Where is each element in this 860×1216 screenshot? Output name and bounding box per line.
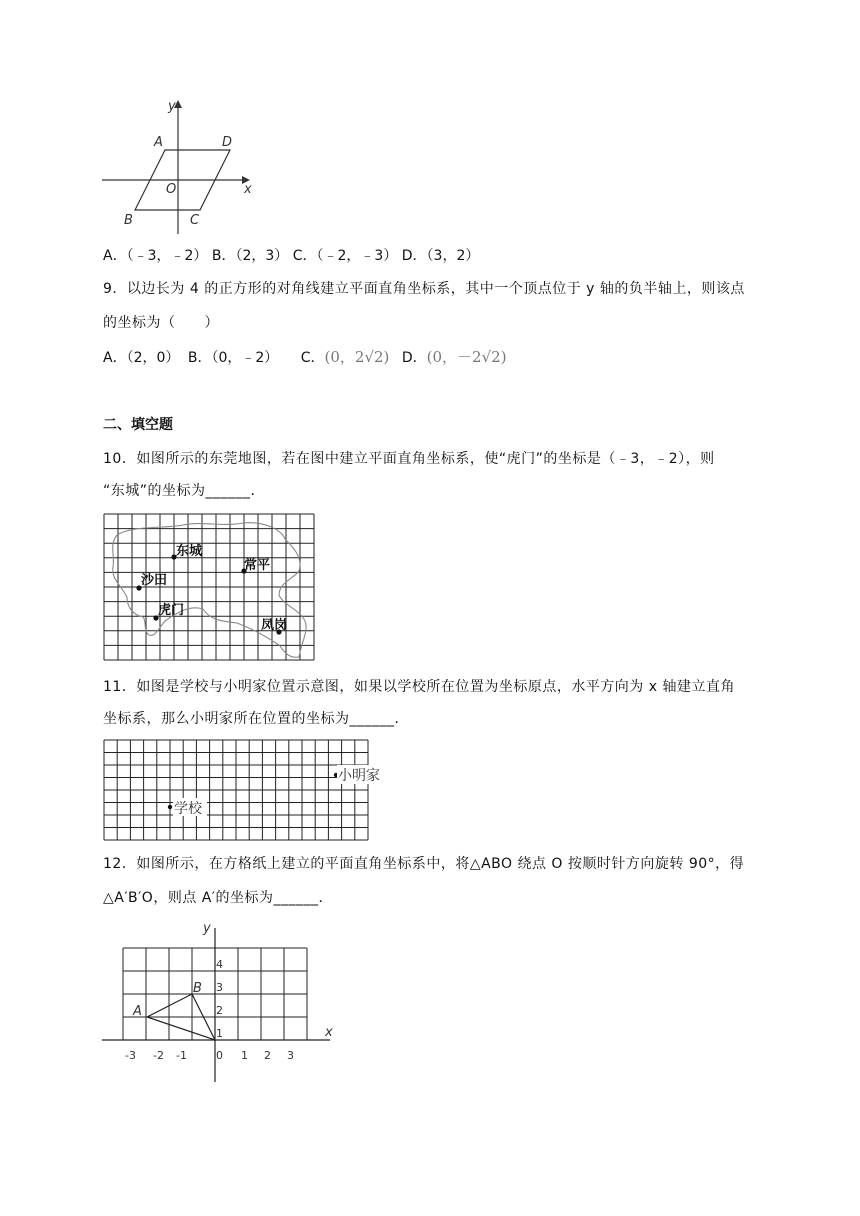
q9-options xyxy=(103,346,507,367)
q10-stem-line2: “东城”的坐标为______． xyxy=(103,483,266,499)
y-tick-labels xyxy=(216,958,223,1040)
x-tick-label: 3 xyxy=(287,1049,294,1062)
dongcheng-label: 东城 xyxy=(176,544,203,559)
q11-stem-line1: 11．如图是学校与小明家位置示意图，如果以学校所在位置为坐标原点，水平方向为 x 轴建立直角 xyxy=(103,679,735,695)
point-b-label: B xyxy=(193,981,202,996)
q8-option-b[interactable]: B．（2，3） xyxy=(211,248,289,264)
q9-option-d-prefix: D． xyxy=(401,350,427,366)
school-label: 学校 xyxy=(174,801,202,817)
q9-option-a[interactable]: A．（2，0） xyxy=(103,350,180,366)
point-a-label: A xyxy=(133,1004,142,1019)
q8-parallelogram-figure xyxy=(100,98,260,238)
x-axis-label: x xyxy=(244,182,252,197)
q9-option-c-prefix: C． xyxy=(300,350,325,366)
school-point xyxy=(168,805,172,809)
changping-label: 常平 xyxy=(244,558,271,573)
shatian-label: 沙田 xyxy=(141,573,168,588)
x-tick-label: -3 xyxy=(125,1049,136,1062)
section-fill-in-title: 二、填空题 xyxy=(103,417,173,433)
q9-option-d[interactable] xyxy=(402,350,507,366)
x-tick-label: 1 xyxy=(241,1049,248,1062)
humen-label: 虎门 xyxy=(158,603,185,618)
x-tick-label: -2 xyxy=(153,1049,164,1062)
q9-stem-line2: 的坐标为（ ） xyxy=(103,315,219,331)
y-tick-label: 2 xyxy=(216,1004,223,1017)
q10-stem-line1: 10．如图所示的东莞地图，若在图中建立平面直角坐标系，使“虎门”的坐标是（﹣3，﹣2），则 xyxy=(103,451,715,467)
q11-stem-line2: 坐标系，那么小明家所在位置的坐标为______． xyxy=(103,711,409,727)
q10-dongguan-map-figure xyxy=(103,513,315,663)
x-axis-label: x xyxy=(325,1025,333,1040)
q8-option-a[interactable]: A．（﹣3，﹣2） xyxy=(103,248,208,264)
x-tick-label: -1 xyxy=(176,1049,187,1062)
origin-label: O xyxy=(166,182,177,197)
vertex-d-label: D xyxy=(222,135,233,150)
q9-option-b[interactable]: B．（0，﹣2） xyxy=(187,350,279,366)
x-tick-labels xyxy=(125,1049,294,1062)
q9-option-c[interactable] xyxy=(301,350,394,366)
q8-options xyxy=(103,245,479,265)
vertex-c-label: C xyxy=(190,213,200,228)
map-grid xyxy=(104,514,314,660)
y-tick-label: 4 xyxy=(216,958,223,971)
q9-option-c-math: (0，2√2) xyxy=(324,348,390,366)
location-grid xyxy=(104,740,368,840)
fenggang-label: 凤岗 xyxy=(261,618,288,633)
y-axis-label: y xyxy=(203,921,211,936)
y-tick-label: 1 xyxy=(216,1027,223,1040)
q12-stem-line1: 12．如图所示，在方格纸上建立的平面直角坐标系中，将△ABO 绕点 O 按顺时针方向旋转 90°，得 xyxy=(103,856,745,872)
x-tick-label: 0 xyxy=(216,1049,223,1062)
vertex-a-label: A xyxy=(154,135,163,150)
q9-option-d-math: (0，－2√2) xyxy=(426,348,507,366)
q8-option-d[interactable]: D．（3，2） xyxy=(401,248,480,264)
y-tick-label: 3 xyxy=(216,981,223,994)
x-tick-label: 2 xyxy=(264,1049,271,1062)
q8-option-c[interactable]: C．（﹣2，﹣3） xyxy=(292,248,398,264)
home-label: 小明家 xyxy=(338,768,380,784)
y-axis-label: y xyxy=(168,99,176,114)
vertex-b-label: B xyxy=(124,213,133,228)
q11-location-grid-figure xyxy=(103,739,380,841)
q9-stem-line1: 9．以边长为 4 的正方形的对角线建立平面直角坐标系，其中一个顶点位于 y 轴的负半轴上，则该点 xyxy=(103,281,745,297)
q12-rotation-figure xyxy=(100,916,340,1086)
q12-stem-line2: △A′B′O，则点 A′的坐标为______． xyxy=(103,890,334,906)
